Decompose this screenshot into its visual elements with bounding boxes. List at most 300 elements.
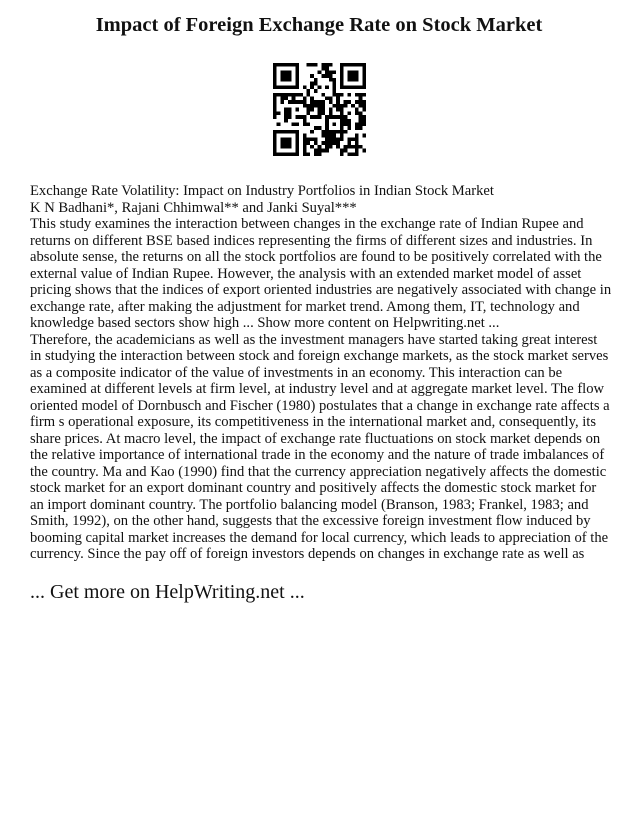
qr-module [362, 70, 366, 74]
paper-title: Exchange Rate Volatility: Impact on Industry Portfolios in Indian Stock Market [30, 183, 494, 199]
qr-module [273, 70, 277, 74]
qr-module [355, 134, 359, 138]
qr-module [303, 119, 307, 123]
qr-module [273, 63, 277, 67]
qr-module [273, 85, 277, 89]
qr-module [336, 108, 340, 112]
qr-module [362, 100, 366, 104]
qr-module [318, 85, 322, 89]
qr-module [340, 152, 344, 156]
qr-module [336, 141, 340, 145]
qr-module [329, 115, 333, 119]
qr-module [340, 123, 344, 127]
qr-module [351, 70, 355, 74]
qr-module [280, 85, 284, 89]
qr-module [351, 152, 355, 156]
qr-module [347, 70, 351, 74]
qr-module [336, 145, 340, 149]
qr-module [310, 63, 314, 67]
qr-module [273, 130, 277, 134]
qr-module [321, 141, 325, 145]
qr-module [351, 85, 355, 89]
qr-module [355, 78, 359, 82]
qr-module [292, 123, 296, 127]
qr-module [325, 63, 329, 67]
qr-module [295, 93, 299, 97]
qr-module [306, 63, 310, 67]
qr-module [329, 108, 333, 112]
qr-module [325, 123, 329, 127]
qr-module [310, 115, 314, 119]
qr-module [314, 104, 318, 108]
qr-module [303, 85, 307, 89]
qr-module [325, 134, 329, 138]
qr-module [288, 70, 292, 74]
qr-module [280, 70, 284, 74]
qr-module [303, 149, 307, 153]
qr-module [347, 123, 351, 127]
qr-module [329, 63, 333, 67]
qr-module [362, 85, 366, 89]
qr-module [306, 104, 310, 108]
qr-module [299, 100, 303, 104]
qr-module [303, 152, 307, 156]
qr-module [280, 63, 284, 67]
qr-module [340, 134, 344, 138]
qr-module [347, 93, 351, 97]
qr-module [333, 89, 337, 93]
qr-module [347, 119, 351, 123]
qr-module [303, 134, 307, 138]
qr-module [344, 115, 348, 119]
qr-module [325, 141, 329, 145]
qr-module [329, 137, 333, 141]
qr-module [314, 141, 318, 145]
qr-module [359, 123, 363, 127]
qr-module [329, 70, 333, 74]
qr-module [288, 111, 292, 115]
qr-module [318, 100, 322, 104]
qr-module [359, 85, 363, 89]
qr-module [344, 119, 348, 123]
qr-module [355, 145, 359, 149]
qr-module [303, 123, 307, 127]
qr-module [273, 104, 277, 108]
qr-module [273, 108, 277, 112]
qr-module [325, 70, 329, 74]
qr-module [325, 115, 329, 119]
qr-module [362, 149, 366, 153]
qr-module [310, 104, 314, 108]
qr-module [347, 78, 351, 82]
qr-module [314, 100, 318, 104]
qr-module [295, 115, 299, 119]
document-title: Impact of Foreign Exchange Rate on Stock Market [95, 14, 543, 36]
qr-module [347, 141, 351, 145]
qr-module [295, 149, 299, 153]
qr-module [280, 74, 284, 78]
qr-module [284, 108, 288, 112]
qr-module [362, 119, 366, 123]
qr-module [277, 111, 281, 115]
qr-module [288, 115, 292, 119]
abstract: This study examines the interaction between changes in the exchange rate of Indian Rupee and returns on different BSE based indices representing the firms of different sizes and industries. In absolute sense, the returns on all the stock portfolios are found to be positively correlated with the external value of Indian Rupee. However, the analysis with an extended market model of asset pricing shows that the indices of export oriented industries are negatively associated with change in exchange rate, after making the adjustment for market trend. Among them, IT, technology and knowledge based sectors show high ... Show more content on Helpwriting.net ... [30, 216, 612, 331]
qr-module [329, 78, 333, 82]
qr-module [359, 145, 363, 149]
qr-module [280, 145, 284, 149]
qr-module [310, 137, 314, 141]
qr-module [325, 67, 329, 71]
qr-module [351, 74, 355, 78]
qr-module [355, 126, 359, 130]
qr-module [273, 141, 277, 145]
qr-module [318, 126, 322, 130]
qr-module [359, 104, 363, 108]
qr-module [310, 85, 314, 89]
qr-module [284, 130, 288, 134]
qr-module [344, 63, 348, 67]
qr-module [340, 78, 344, 82]
qr-module [277, 123, 281, 127]
qr-module [318, 152, 322, 156]
qr-module [347, 145, 351, 149]
qr-module [359, 63, 363, 67]
qr-module [284, 111, 288, 115]
qr-module [288, 85, 292, 89]
qr-module [314, 115, 318, 119]
qr-module [359, 126, 363, 130]
qr-module [344, 123, 348, 127]
qr-module [355, 123, 359, 127]
qr-module [295, 100, 299, 104]
qr-module [277, 85, 281, 89]
qr-module [284, 137, 288, 141]
qr-module [273, 96, 277, 100]
qr-module [321, 104, 325, 108]
qr-module [336, 115, 340, 119]
qr-module [355, 152, 359, 156]
qr-code-icon [273, 63, 366, 156]
qr-module [347, 137, 351, 141]
qr-module [344, 145, 348, 149]
qr-module [321, 134, 325, 138]
qr-module [273, 134, 277, 138]
qr-module [292, 152, 296, 156]
qr-module [355, 141, 359, 145]
qr-module [333, 78, 337, 82]
qr-module [314, 149, 318, 153]
qr-module [284, 63, 288, 67]
qr-module [306, 111, 310, 115]
qr-module [280, 152, 284, 156]
qr-module [344, 85, 348, 89]
qr-module [359, 111, 363, 115]
qr-module [277, 130, 281, 134]
qr-module [362, 67, 366, 71]
qr-module [314, 137, 318, 141]
qr-module [362, 82, 366, 86]
qr-module [288, 78, 292, 82]
qr-module [344, 100, 348, 104]
qr-module [314, 82, 318, 86]
qr-module [355, 85, 359, 89]
qr-module [273, 111, 277, 115]
qr-module [362, 134, 366, 138]
qr-module [273, 137, 277, 141]
qr-module [351, 137, 355, 141]
qr-module [362, 78, 366, 82]
qr-module [333, 123, 337, 127]
qr-module [295, 108, 299, 112]
qr-module [347, 152, 351, 156]
qr-module [340, 63, 344, 67]
qr-module [295, 130, 299, 134]
qr-module [280, 137, 284, 141]
qr-module [336, 96, 340, 100]
qr-module [273, 78, 277, 82]
qr-module [273, 152, 277, 156]
qr-module [340, 108, 344, 112]
qr-module [321, 93, 325, 97]
qr-module [325, 145, 329, 149]
qr-module [277, 93, 281, 97]
qr-module [321, 111, 325, 115]
qr-module [292, 93, 296, 97]
qr-module [318, 115, 322, 119]
qr-module [336, 93, 340, 97]
qr-module [340, 149, 344, 153]
qr-module [310, 130, 314, 134]
qr-module [288, 63, 292, 67]
qr-module [329, 74, 333, 78]
qr-module [306, 89, 310, 93]
qr-module [303, 104, 307, 108]
get-more-link[interactable]: ... Get more on HelpWriting.net ... [30, 581, 305, 603]
qr-module [336, 104, 340, 108]
qr-module [310, 74, 314, 78]
qr-module [340, 126, 344, 130]
qr-module [347, 74, 351, 78]
qr-module [362, 123, 366, 127]
qr-module [310, 100, 314, 104]
qr-module [295, 82, 299, 86]
qr-module [355, 100, 359, 104]
qr-module [303, 96, 307, 100]
qr-module [295, 123, 299, 127]
qr-module [306, 141, 310, 145]
qr-module [314, 63, 318, 67]
qr-module [318, 70, 322, 74]
qr-module [273, 100, 277, 104]
qr-module [295, 74, 299, 78]
qr-module [329, 141, 333, 145]
qr-module [295, 70, 299, 74]
qr-module [340, 104, 344, 108]
qr-module [306, 93, 310, 97]
qr-module [329, 96, 333, 100]
qr-module [284, 93, 288, 97]
qr-module [347, 126, 351, 130]
qr-module [340, 85, 344, 89]
qr-module [333, 134, 337, 138]
qr-module [306, 123, 310, 127]
qr-module [284, 145, 288, 149]
qr-module [325, 126, 329, 130]
qr-module [295, 137, 299, 141]
qr-module [288, 74, 292, 78]
qr-module [280, 78, 284, 82]
qr-module [318, 111, 322, 115]
qr-module [288, 145, 292, 149]
qr-module [325, 74, 329, 78]
qr-module [318, 145, 322, 149]
qr-module [299, 115, 303, 119]
qr-module [359, 100, 363, 104]
qr-module [340, 82, 344, 86]
qr-module [355, 137, 359, 141]
qr-module [344, 104, 348, 108]
qr-module [347, 111, 351, 115]
qr-module [355, 63, 359, 67]
qr-module [333, 115, 337, 119]
qr-module [284, 115, 288, 119]
qr-module [288, 100, 292, 104]
qr-module [351, 104, 355, 108]
qr-module [273, 67, 277, 71]
qr-module [351, 78, 355, 82]
qr-module [314, 89, 318, 93]
qr-module [362, 115, 366, 119]
qr-module [310, 108, 314, 112]
qr-module [359, 96, 363, 100]
qr-module [273, 115, 277, 119]
qr-module [321, 67, 325, 71]
authors: K N Badhani*, Rajani Chhimwal** and Janki Suyal*** [30, 199, 357, 216]
qr-module [333, 82, 337, 86]
qr-module [295, 152, 299, 156]
qr-module [314, 78, 318, 82]
qr-module [362, 63, 366, 67]
qr-module [318, 104, 322, 108]
qr-module [292, 100, 296, 104]
qr-module [355, 70, 359, 74]
qr-module [333, 70, 337, 74]
qr-module [306, 108, 310, 112]
qr-module [362, 74, 366, 78]
qr-module [351, 145, 355, 149]
qr-module [299, 93, 303, 97]
qr-module [340, 93, 344, 97]
qr-module [333, 93, 337, 97]
qr-module [295, 78, 299, 82]
qr-module [340, 70, 344, 74]
qr-module [303, 145, 307, 149]
qr-module [362, 108, 366, 112]
qr-module [355, 93, 359, 97]
qr-module [280, 93, 284, 97]
qr-module [288, 93, 292, 97]
qr-module [321, 149, 325, 153]
qr-module [288, 108, 292, 112]
qr-module [321, 130, 325, 134]
qr-module [333, 137, 337, 141]
qr-module [362, 104, 366, 108]
qr-module [344, 149, 348, 153]
qr-module [340, 74, 344, 78]
qr-module [306, 152, 310, 156]
qr-module [333, 141, 337, 145]
qr-module [336, 100, 340, 104]
qr-module [273, 93, 277, 97]
qr-module [355, 74, 359, 78]
qr-module [277, 63, 281, 67]
qr-module [359, 93, 363, 97]
qr-module [310, 82, 314, 86]
qr-module [303, 141, 307, 145]
qr-module [325, 85, 329, 89]
qr-module [280, 130, 284, 134]
qr-module [329, 130, 333, 134]
qr-module [359, 115, 363, 119]
qr-module [303, 100, 307, 104]
qr-module [340, 137, 344, 141]
qr-module [295, 141, 299, 145]
qr-module [336, 137, 340, 141]
qr-module [284, 152, 288, 156]
qr-module [329, 145, 333, 149]
qr-module [306, 137, 310, 141]
qr-module [314, 152, 318, 156]
qr-module [340, 119, 344, 123]
qr-module [284, 96, 288, 100]
qr-module [273, 145, 277, 149]
qr-module [284, 70, 288, 74]
qr-module [292, 130, 296, 134]
qr-module [273, 74, 277, 78]
qr-module [351, 63, 355, 67]
qr-module [340, 130, 344, 134]
qr-module [340, 115, 344, 119]
qr-module [277, 152, 281, 156]
qr-module [314, 126, 318, 130]
qr-module [333, 85, 337, 89]
qr-module [295, 145, 299, 149]
qr-module [288, 152, 292, 156]
qr-module [329, 134, 333, 138]
qr-module [333, 130, 337, 134]
qr-module [284, 141, 288, 145]
qr-module [321, 100, 325, 104]
body-paragraph: Therefore, the academicians as well as the investment managers have started taking great interest in studying the interaction between stock and foreign exchange markets, as the stock market serves as a composite indicator of the value of investments in an economy. This interaction can be examined at different levels at firm level, at industry level and at aggregate market level. The flow oriented model of Dornbusch and Fischer (1980) postulates that a change in exchange rate affects a firm s operational exposure, its competitiveness in the international market and, consequently, its share prices. At macro level, the impact of exchange rate fluctuations on stock market depends on the relative importance of international trade in the economy and the nature of trade imbalances of the country. Ma and Kao (1990) find that the currency appreciation negatively affects the domestic stock market for an export dominant country and positively affects the domestic stock market for an import dominant country. The portfolio balancing model (Branson, 1983; Frankel, 1983; and Smith, 1992), on the other hand, suggests that the excessive foreign investment flow induced by booming capital market increases the demand for local currency, which leads to appreciation of the currency. Since the pay off of foreign investors depends on changes in exchange rate as well as [30, 331, 610, 562]
qr-module [355, 149, 359, 153]
qr-module [288, 141, 292, 145]
qr-module [295, 67, 299, 71]
qr-module [329, 100, 333, 104]
qr-module [329, 111, 333, 115]
qr-module [303, 137, 307, 141]
qr-module [362, 93, 366, 97]
qr-module [321, 74, 325, 78]
qr-module [325, 137, 329, 141]
qr-module [347, 63, 351, 67]
qr-module [310, 96, 314, 100]
qr-module [288, 137, 292, 141]
qr-module [321, 63, 325, 67]
qr-module [284, 119, 288, 123]
qr-module [347, 85, 351, 89]
qr-module [280, 100, 284, 104]
qr-module [321, 108, 325, 112]
